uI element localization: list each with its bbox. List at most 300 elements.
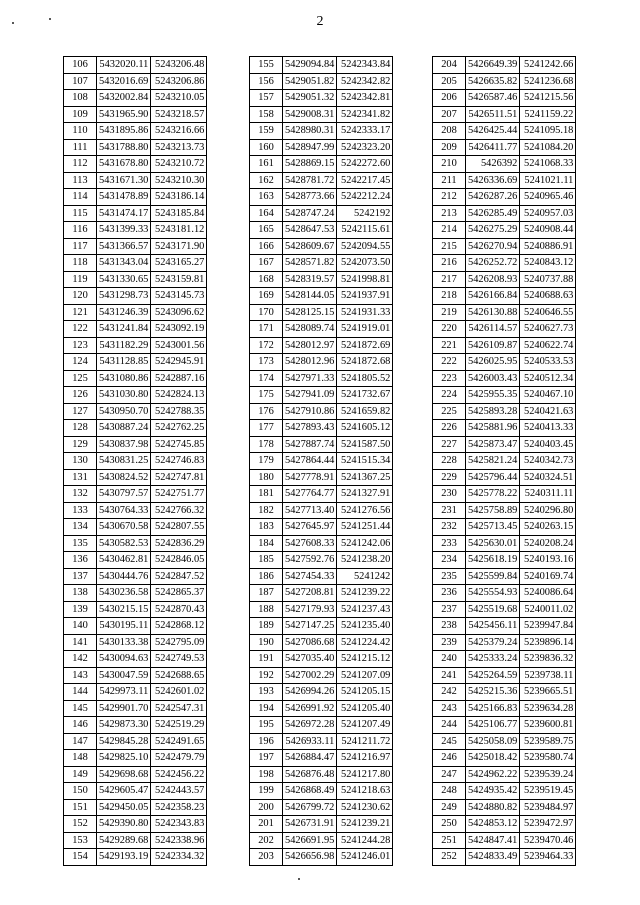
point-number: 222 (433, 354, 466, 371)
y-coordinate: 5242795.09 (151, 634, 207, 651)
y-coordinate: 5239580.74 (520, 750, 576, 767)
x-coordinate: 5430047.59 (97, 667, 151, 684)
x-coordinate: 5426587.46 (466, 90, 520, 107)
y-coordinate: 5241159.22 (520, 106, 576, 123)
x-coordinate: 5431343.04 (97, 255, 151, 272)
point-number: 144 (64, 684, 97, 701)
point-number: 138 (64, 585, 97, 602)
y-coordinate: 5240886.91 (520, 238, 576, 255)
point-number: 119 (64, 271, 97, 288)
table-row (64, 403, 207, 420)
point-number: 135 (64, 535, 97, 552)
point-number: 161 (250, 156, 283, 173)
y-coordinate: 5242342.82 (337, 73, 393, 90)
y-coordinate: 5239665.51 (520, 684, 576, 701)
y-coordinate: 5240533.53 (520, 354, 576, 371)
x-coordinate: 5427086.68 (283, 634, 337, 651)
x-coordinate: 5428012.97 (283, 337, 337, 354)
table-row (64, 189, 207, 206)
point-number: 173 (250, 354, 283, 371)
coordinates-table-2 (249, 56, 393, 866)
x-coordinate: 5428747.24 (283, 205, 337, 222)
table-row (433, 106, 576, 123)
table-row (433, 469, 576, 486)
point-number: 207 (433, 106, 466, 123)
y-coordinate: 5240208.24 (520, 535, 576, 552)
table-row (64, 354, 207, 371)
table-row (64, 783, 207, 800)
point-number: 215 (433, 238, 466, 255)
y-coordinate: 5240957.03 (520, 205, 576, 222)
y-coordinate: 5242807.55 (151, 519, 207, 536)
table-row (64, 684, 207, 701)
y-coordinate: 5241216.97 (337, 750, 393, 767)
table-row (433, 585, 576, 602)
x-coordinate: 5429051.82 (283, 73, 337, 90)
table-row (433, 700, 576, 717)
point-number: 134 (64, 519, 97, 536)
x-coordinate: 5426933.11 (283, 733, 337, 750)
y-coordinate: 5243092.19 (151, 321, 207, 338)
y-coordinate: 5239484.97 (520, 799, 576, 816)
table-row (433, 387, 576, 404)
table-row (250, 354, 393, 371)
y-coordinate: 5241937.91 (337, 288, 393, 305)
x-coordinate: 5425630.01 (466, 535, 520, 552)
y-coordinate: 5243216.66 (151, 123, 207, 140)
y-coordinate: 5241211.72 (337, 733, 393, 750)
point-number: 209 (433, 139, 466, 156)
point-number: 172 (250, 337, 283, 354)
x-coordinate: 5429289.68 (97, 832, 151, 849)
y-coordinate: 5241224.42 (337, 634, 393, 651)
x-coordinate: 5430215.15 (97, 601, 151, 618)
point-number: 242 (433, 684, 466, 701)
table-row (433, 601, 576, 618)
x-coordinate: 5426336.69 (466, 172, 520, 189)
point-number: 178 (250, 436, 283, 453)
x-coordinate: 5426868.49 (283, 783, 337, 800)
point-number: 160 (250, 139, 283, 156)
point-number: 118 (64, 255, 97, 272)
y-coordinate: 5241872.69 (337, 337, 393, 354)
table-row (433, 535, 576, 552)
table-row (250, 832, 393, 849)
point-number: 190 (250, 634, 283, 651)
point-number: 137 (64, 568, 97, 585)
point-number: 114 (64, 189, 97, 206)
point-number: 107 (64, 73, 97, 90)
point-number: 120 (64, 288, 97, 305)
point-number: 131 (64, 469, 97, 486)
table-row (433, 321, 576, 338)
table-row (433, 783, 576, 800)
y-coordinate: 5241251.44 (337, 519, 393, 536)
point-number: 123 (64, 337, 97, 354)
y-coordinate: 5242749.53 (151, 651, 207, 668)
point-number: 237 (433, 601, 466, 618)
x-coordinate: 5426994.26 (283, 684, 337, 701)
x-coordinate: 5426166.84 (466, 288, 520, 305)
x-coordinate: 5431330.65 (97, 271, 151, 288)
x-coordinate: 5428571.82 (283, 255, 337, 272)
table-row (64, 816, 207, 833)
point-number: 150 (64, 783, 97, 800)
table-row (250, 634, 393, 651)
x-coordinate: 5425778.22 (466, 486, 520, 503)
y-coordinate: 5242115.61 (337, 222, 393, 239)
point-number: 241 (433, 667, 466, 684)
table-row (433, 436, 576, 453)
y-coordinate: 5242601.02 (151, 684, 207, 701)
table-row (250, 288, 393, 305)
x-coordinate: 5427592.76 (283, 552, 337, 569)
point-number: 229 (433, 469, 466, 486)
point-number: 162 (250, 172, 283, 189)
table-row (64, 255, 207, 272)
table-row (64, 205, 207, 222)
x-coordinate: 5431080.86 (97, 370, 151, 387)
y-coordinate: 5241236.68 (520, 73, 576, 90)
y-coordinate: 5242343.83 (151, 816, 207, 833)
x-coordinate: 5430094.63 (97, 651, 151, 668)
point-number: 202 (250, 832, 283, 849)
y-coordinate: 5242491.65 (151, 733, 207, 750)
x-coordinate: 5425058.09 (466, 733, 520, 750)
y-coordinate: 5242836.29 (151, 535, 207, 552)
coordinates-table-1 (63, 56, 207, 866)
table-row (250, 106, 393, 123)
y-coordinate: 5242846.05 (151, 552, 207, 569)
point-number: 146 (64, 717, 97, 734)
y-coordinate: 5239600.81 (520, 717, 576, 734)
table-row (433, 222, 576, 239)
x-coordinate: 5426025.95 (466, 354, 520, 371)
y-coordinate: 5240421.63 (520, 403, 576, 420)
point-number: 175 (250, 387, 283, 404)
x-coordinate: 5432002.84 (97, 90, 151, 107)
point-number: 238 (433, 618, 466, 635)
y-coordinate: 5239896.14 (520, 634, 576, 651)
y-coordinate: 5243210.30 (151, 172, 207, 189)
point-number: 158 (250, 106, 283, 123)
point-number: 185 (250, 552, 283, 569)
point-number: 167 (250, 255, 283, 272)
x-coordinate: 5427454.33 (283, 568, 337, 585)
point-number: 128 (64, 420, 97, 437)
table-row (250, 502, 393, 519)
point-number: 159 (250, 123, 283, 140)
x-coordinate: 5427764.77 (283, 486, 337, 503)
point-number: 187 (250, 585, 283, 602)
x-coordinate: 5425264.59 (466, 667, 520, 684)
y-coordinate: 5240169.74 (520, 568, 576, 585)
table-row (250, 816, 393, 833)
table-row (250, 552, 393, 569)
table-row (250, 667, 393, 684)
y-coordinate: 5240413.33 (520, 420, 576, 437)
table-row (433, 502, 576, 519)
x-coordinate: 5427893.43 (283, 420, 337, 437)
point-number: 204 (433, 57, 466, 74)
point-number: 183 (250, 519, 283, 536)
x-coordinate: 5431182.29 (97, 337, 151, 354)
x-coordinate: 5429051.32 (283, 90, 337, 107)
point-number: 126 (64, 387, 97, 404)
x-coordinate: 5430462.81 (97, 552, 151, 569)
x-coordinate: 5432016.69 (97, 73, 151, 90)
table-row (250, 156, 393, 173)
table-row (433, 651, 576, 668)
y-coordinate: 5240646.55 (520, 304, 576, 321)
point-number: 130 (64, 453, 97, 470)
x-coordinate: 5425215.36 (466, 684, 520, 701)
table-row (250, 255, 393, 272)
y-coordinate: 5243181.12 (151, 222, 207, 239)
table-row (64, 139, 207, 156)
y-coordinate: 5241276.56 (337, 502, 393, 519)
y-coordinate: 5241732.67 (337, 387, 393, 404)
y-coordinate: 5240011.02 (520, 601, 576, 618)
y-coordinate: 5242272.60 (337, 156, 393, 173)
point-number: 166 (250, 238, 283, 255)
y-coordinate: 5240688.63 (520, 288, 576, 305)
y-coordinate: 5243213.73 (151, 139, 207, 156)
point-number: 251 (433, 832, 466, 849)
x-coordinate: 5426392 (466, 156, 520, 173)
x-coordinate: 5426731.91 (283, 816, 337, 833)
y-coordinate: 5241242.06 (337, 535, 393, 552)
table-row (250, 436, 393, 453)
y-coordinate: 5241095.18 (520, 123, 576, 140)
x-coordinate: 5427910.86 (283, 403, 337, 420)
x-coordinate: 5428125.15 (283, 304, 337, 321)
y-coordinate: 5242343.84 (337, 57, 393, 74)
point-number: 171 (250, 321, 283, 338)
x-coordinate: 5431128.85 (97, 354, 151, 371)
x-coordinate: 5427971.33 (283, 370, 337, 387)
table-row (250, 453, 393, 470)
x-coordinate: 5430950.70 (97, 403, 151, 420)
y-coordinate: 5242746.83 (151, 453, 207, 470)
x-coordinate: 5428947.99 (283, 139, 337, 156)
y-coordinate: 5241659.82 (337, 403, 393, 420)
table-row (433, 667, 576, 684)
y-coordinate: 5240324.51 (520, 469, 576, 486)
x-coordinate: 5426270.94 (466, 238, 520, 255)
table-row (433, 123, 576, 140)
table-row (64, 601, 207, 618)
point-number: 226 (433, 420, 466, 437)
table-row (250, 238, 393, 255)
point-number: 116 (64, 222, 97, 239)
y-coordinate: 5243186.14 (151, 189, 207, 206)
x-coordinate: 5428869.15 (283, 156, 337, 173)
point-number: 247 (433, 766, 466, 783)
point-number: 232 (433, 519, 466, 536)
y-coordinate: 5240627.73 (520, 321, 576, 338)
point-number: 216 (433, 255, 466, 272)
x-coordinate: 5430764.33 (97, 502, 151, 519)
x-coordinate: 5426285.49 (466, 205, 520, 222)
x-coordinate: 5424880.82 (466, 799, 520, 816)
x-coordinate: 5427608.33 (283, 535, 337, 552)
table-row (433, 799, 576, 816)
x-coordinate: 5430195.11 (97, 618, 151, 635)
table-row (64, 552, 207, 569)
y-coordinate: 5240342.73 (520, 453, 576, 470)
x-coordinate: 5425796.44 (466, 469, 520, 486)
x-coordinate: 5431965.90 (97, 106, 151, 123)
x-coordinate: 5429698.68 (97, 766, 151, 783)
table-row (250, 519, 393, 536)
point-number: 156 (250, 73, 283, 90)
point-number: 244 (433, 717, 466, 734)
y-coordinate: 5239947.84 (520, 618, 576, 635)
point-number: 200 (250, 799, 283, 816)
y-coordinate: 5241237.43 (337, 601, 393, 618)
point-number: 154 (64, 849, 97, 866)
point-number: 133 (64, 502, 97, 519)
x-coordinate: 5431474.17 (97, 205, 151, 222)
table-row (433, 255, 576, 272)
table-row (433, 420, 576, 437)
x-coordinate: 5425955.35 (466, 387, 520, 404)
y-coordinate: 5241919.01 (337, 321, 393, 338)
x-coordinate: 5430236.58 (97, 585, 151, 602)
x-coordinate: 5427035.40 (283, 651, 337, 668)
table-row (250, 601, 393, 618)
y-coordinate: 5241242.66 (520, 57, 576, 74)
table-row (64, 370, 207, 387)
table-row (250, 700, 393, 717)
y-coordinate: 5240622.74 (520, 337, 576, 354)
y-coordinate: 5242073.50 (337, 255, 393, 272)
table-row (250, 304, 393, 321)
x-coordinate: 5425758.89 (466, 502, 520, 519)
x-coordinate: 5428773.66 (283, 189, 337, 206)
y-coordinate: 5239589.75 (520, 733, 576, 750)
table-row (64, 502, 207, 519)
table-row (250, 370, 393, 387)
x-coordinate: 5429825.10 (97, 750, 151, 767)
x-coordinate: 5427179.93 (283, 601, 337, 618)
table-row (64, 486, 207, 503)
point-number: 124 (64, 354, 97, 371)
y-coordinate: 5239836.32 (520, 651, 576, 668)
x-coordinate: 5426799.72 (283, 799, 337, 816)
table-row (64, 519, 207, 536)
table-row (250, 57, 393, 74)
table-row (64, 832, 207, 849)
y-coordinate: 5241215.12 (337, 651, 393, 668)
y-coordinate: 5241205.15 (337, 684, 393, 701)
point-number: 117 (64, 238, 97, 255)
y-coordinate: 5242870.43 (151, 601, 207, 618)
x-coordinate: 5429193.19 (97, 849, 151, 866)
point-number: 227 (433, 436, 466, 453)
table-row (250, 189, 393, 206)
x-coordinate: 5426130.88 (466, 304, 520, 321)
y-coordinate: 5241998.81 (337, 271, 393, 288)
x-coordinate: 5425166.83 (466, 700, 520, 717)
x-coordinate: 5429094.84 (283, 57, 337, 74)
x-coordinate: 5430824.52 (97, 469, 151, 486)
y-coordinate: 5241872.68 (337, 354, 393, 371)
x-coordinate: 5426972.28 (283, 717, 337, 734)
y-coordinate: 5239519.45 (520, 783, 576, 800)
x-coordinate: 5428647.53 (283, 222, 337, 239)
point-number: 236 (433, 585, 466, 602)
y-coordinate: 5240737.88 (520, 271, 576, 288)
x-coordinate: 5425881.96 (466, 420, 520, 437)
table-row (433, 733, 576, 750)
table-row (64, 420, 207, 437)
x-coordinate: 5430444.76 (97, 568, 151, 585)
point-number: 111 (64, 139, 97, 156)
y-coordinate: 5241207.49 (337, 717, 393, 734)
x-coordinate: 5429973.11 (97, 684, 151, 701)
y-coordinate: 5239472.97 (520, 816, 576, 833)
point-number: 169 (250, 288, 283, 305)
x-coordinate: 5425873.47 (466, 436, 520, 453)
point-number: 142 (64, 651, 97, 668)
point-number: 249 (433, 799, 466, 816)
point-number: 230 (433, 486, 466, 503)
x-coordinate: 5424935.42 (466, 783, 520, 800)
x-coordinate: 5426114.57 (466, 321, 520, 338)
y-coordinate: 5242358.23 (151, 799, 207, 816)
point-number: 199 (250, 783, 283, 800)
y-coordinate: 5240296.80 (520, 502, 576, 519)
table-row (433, 57, 576, 74)
table-row (433, 717, 576, 734)
point-number: 218 (433, 288, 466, 305)
x-coordinate: 5431788.80 (97, 139, 151, 156)
x-coordinate: 5432020.11 (97, 57, 151, 74)
y-coordinate: 5239634.28 (520, 700, 576, 717)
point-number: 164 (250, 205, 283, 222)
x-coordinate: 5424853.12 (466, 816, 520, 833)
y-coordinate: 5241217.80 (337, 766, 393, 783)
y-coordinate: 5242868.12 (151, 618, 207, 635)
x-coordinate: 5426287.26 (466, 189, 520, 206)
x-coordinate: 5431246.39 (97, 304, 151, 321)
table-row (64, 271, 207, 288)
table-row (250, 387, 393, 404)
x-coordinate: 5427208.81 (283, 585, 337, 602)
point-number: 212 (433, 189, 466, 206)
point-number: 234 (433, 552, 466, 569)
x-coordinate: 5425519.68 (466, 601, 520, 618)
x-coordinate: 5426511.51 (466, 106, 520, 123)
y-coordinate: 5241367.25 (337, 469, 393, 486)
point-number: 224 (433, 387, 466, 404)
table-row (433, 271, 576, 288)
point-number: 205 (433, 73, 466, 90)
y-coordinate: 5242887.16 (151, 370, 207, 387)
y-coordinate: 5240512.34 (520, 370, 576, 387)
table-row (433, 486, 576, 503)
y-coordinate: 5242745.85 (151, 436, 207, 453)
x-coordinate: 5429845.28 (97, 733, 151, 750)
table-row (433, 453, 576, 470)
y-coordinate: 5241246.01 (337, 849, 393, 866)
y-coordinate: 5242762.25 (151, 420, 207, 437)
point-number: 225 (433, 403, 466, 420)
x-coordinate: 5428319.57 (283, 271, 337, 288)
table-row (433, 634, 576, 651)
